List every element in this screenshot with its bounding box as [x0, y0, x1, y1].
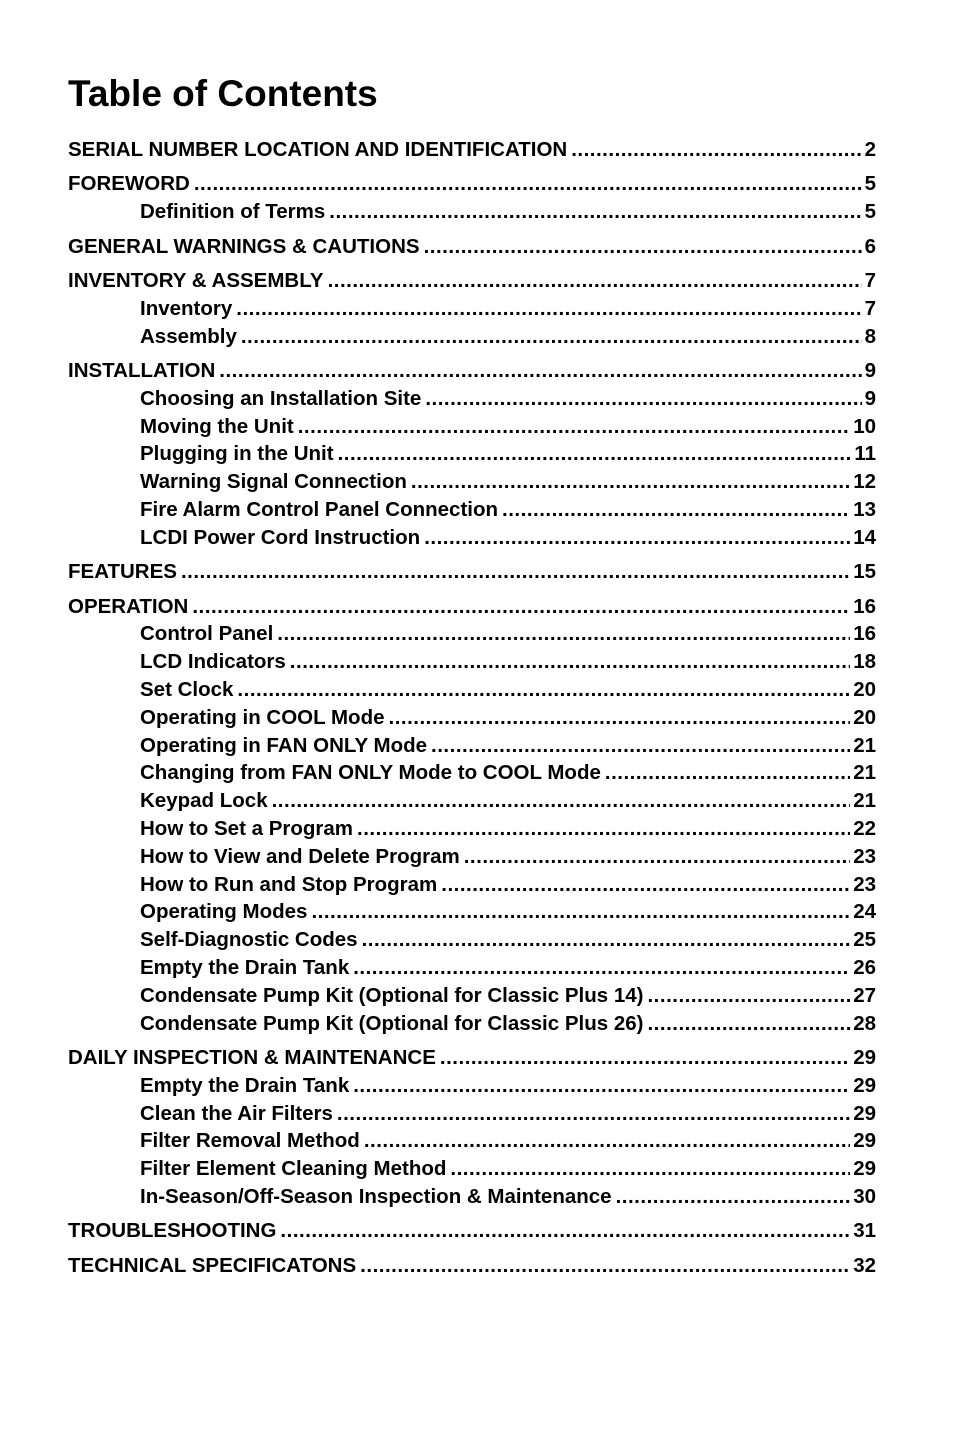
toc-entry-label: Empty the Drain Tank	[140, 1073, 350, 1097]
toc-subsection-entry[interactable]	[140, 676, 876, 704]
toc-page-number: 23	[853, 844, 876, 868]
toc-subsection-entry[interactable]	[140, 787, 876, 815]
dot-leader	[431, 732, 850, 760]
dot-leader	[424, 524, 850, 552]
toc-page-number: 5	[864, 200, 876, 224]
toc-subsection-entry[interactable]	[140, 926, 876, 954]
toc-entry-label: Plugging in the Unit	[140, 442, 334, 466]
toc-page-number: 5	[864, 172, 876, 196]
toc-page-number: 8	[864, 324, 876, 348]
toc-subsection-entry[interactable]	[140, 440, 876, 468]
toc-page-number: 29	[853, 1157, 876, 1181]
toc-subsection-entry[interactable]	[140, 385, 876, 413]
toc-subsection-entry[interactable]	[140, 524, 876, 552]
toc-section-entry[interactable]	[68, 1217, 876, 1245]
dot-leader	[450, 1155, 850, 1183]
toc-page-number: 11	[854, 442, 876, 466]
toc-page-number: 27	[853, 983, 876, 1007]
dot-leader	[338, 440, 852, 468]
toc-entry-label: Empty the Drain Tank	[140, 956, 350, 979]
toc-entry-label: GENERAL WARNINGS & CAUTIONS	[68, 234, 420, 258]
dot-leader	[277, 620, 850, 648]
toc-section-entry[interactable]	[68, 233, 876, 261]
toc-entry-label: TECHNICAL SPECIFICATONS	[68, 1253, 357, 1277]
dot-leader	[425, 385, 861, 413]
toc-page-number: 10	[853, 414, 876, 438]
toc-entry-label: INSTALLATION	[68, 359, 216, 382]
toc-page-number: 14	[853, 525, 876, 549]
toc-page-number: 12	[853, 470, 876, 494]
toc-subsection-entry[interactable]	[140, 704, 876, 732]
toc-page-number: 20	[853, 678, 876, 701]
toc-entry-label: Changing from FAN ONLY Mode to COOL Mode	[140, 761, 601, 785]
dot-leader	[272, 787, 851, 815]
toc-subsection-entry[interactable]	[140, 496, 876, 524]
dot-leader	[329, 198, 861, 226]
toc-subsection-entry[interactable]	[140, 1072, 876, 1100]
toc-entry-label: Operating in FAN ONLY Mode	[140, 733, 428, 757]
dot-leader	[502, 496, 850, 524]
toc-page-number: 9	[864, 359, 876, 382]
dot-leader	[362, 926, 851, 954]
toc-entry-label: Operating Modes	[140, 900, 308, 924]
toc-page-number: 7	[864, 269, 876, 292]
toc-entry-label: DAILY INSPECTION & MAINTENANCE	[68, 1046, 436, 1069]
toc-page-number: 7	[864, 296, 876, 320]
dot-leader	[192, 593, 850, 621]
dot-leader	[424, 233, 862, 261]
dot-leader	[353, 954, 850, 982]
toc-subsection-entry[interactable]	[140, 1100, 876, 1128]
toc-page-number: 29	[853, 1129, 876, 1153]
toc-page-number: 20	[853, 705, 876, 729]
toc-entry-label: In-Season/Off-Season Inspection & Maintenance	[140, 1185, 612, 1208]
toc-subsection-entry[interactable]	[140, 648, 876, 676]
toc-subsection-entry[interactable]	[140, 759, 876, 787]
toc-subsection-entry[interactable]	[140, 898, 876, 926]
toc-page-number: 23	[853, 872, 876, 896]
toc-subsection-entry[interactable]	[140, 982, 876, 1010]
dot-leader	[616, 1183, 851, 1211]
toc-entry-label: Self-Diagnostic Codes	[140, 928, 358, 952]
dot-leader	[237, 676, 850, 704]
dot-leader	[353, 1072, 850, 1100]
toc-page-number: 21	[853, 733, 876, 757]
toc-page-number: 26	[853, 956, 876, 979]
toc-entry-label: Condensate Pump Kit (Optional for Classic Plus 14)	[140, 983, 644, 1007]
toc-subsection-entry[interactable]	[140, 954, 876, 982]
toc-entry-label: SERIAL NUMBER LOCATION AND IDENTIFICATION	[68, 138, 568, 161]
dot-leader	[328, 267, 862, 295]
toc-subsection-entry[interactable]	[140, 468, 876, 496]
toc-entry-label: How to Set a Program	[140, 817, 354, 840]
toc-page-number: 9	[864, 386, 876, 410]
toc-page-number: 30	[853, 1185, 876, 1208]
toc-section-entry[interactable]	[68, 558, 876, 586]
toc-entry-label: Warning Signal Connection	[140, 470, 407, 494]
toc-page-number: 2	[864, 138, 876, 161]
toc-page-number: 15	[853, 560, 876, 584]
dot-leader	[280, 1217, 850, 1245]
toc-entry-label: Set Clock	[140, 678, 234, 701]
dot-leader	[411, 468, 850, 496]
toc-subsection-entry[interactable]	[140, 1010, 876, 1038]
toc-section-entry[interactable]	[68, 1252, 876, 1280]
toc-entry-label: Assembly	[140, 324, 237, 348]
page-title: Table of Contents	[68, 73, 378, 114]
toc-page-number: 25	[853, 928, 876, 952]
toc-entry-label: Filter Element Cleaning Method	[140, 1157, 447, 1181]
dot-leader	[219, 357, 861, 385]
dot-leader	[236, 295, 861, 323]
toc-entry-label: FOREWORD	[68, 172, 190, 196]
toc-page-number: 22	[853, 817, 876, 840]
toc-entry-label: Clean the Air Filters	[140, 1101, 333, 1125]
toc-page-number: 29	[853, 1101, 876, 1125]
toc-subsection-entry[interactable]	[140, 323, 876, 351]
toc-section-entry[interactable]	[68, 357, 876, 385]
toc-page-number: 16	[853, 594, 876, 618]
toc-page-number: 18	[853, 650, 876, 674]
toc-page-number: 28	[853, 1011, 876, 1035]
dot-leader	[181, 558, 850, 586]
toc-subsection-entry[interactable]	[140, 295, 876, 323]
toc-page-number: 13	[853, 498, 876, 521]
toc-entry-label: Filter Removal Method	[140, 1129, 360, 1153]
dot-leader	[311, 898, 850, 926]
toc-page-number: 29	[853, 1073, 876, 1097]
toc-subsection-entry[interactable]	[140, 732, 876, 760]
toc-subsection-entry[interactable]	[140, 198, 876, 226]
toc-entry-label: TROUBLESHOOTING	[68, 1219, 277, 1243]
toc-section-entry[interactable]	[68, 170, 876, 198]
dot-leader	[364, 1127, 850, 1155]
dot-leader	[464, 843, 850, 871]
toc-section-entry[interactable]	[68, 136, 876, 164]
dot-leader	[571, 136, 861, 164]
toc-page-number: 6	[864, 234, 876, 258]
toc-entry-label: FEATURES	[68, 560, 177, 584]
toc-page-number: 32	[853, 1253, 876, 1277]
toc-entry-label: Definition of Terms	[140, 200, 326, 224]
toc-subsection-entry[interactable]	[140, 843, 876, 871]
toc-entry-label: Control Panel	[140, 622, 274, 646]
toc-entry-label: LCDI Power Cord Instruction	[140, 525, 421, 549]
dot-leader	[290, 648, 850, 676]
toc-entry-label: Choosing an Installation Site	[140, 386, 422, 410]
toc-subsection-entry[interactable]	[140, 620, 876, 648]
toc-entry-label: Fire Alarm Control Panel Connection	[140, 498, 499, 521]
dot-leader	[647, 982, 850, 1010]
dot-leader	[440, 1044, 850, 1072]
toc-entry-label: Inventory	[140, 296, 233, 320]
dot-leader	[241, 323, 862, 351]
toc-entry-label: Keypad Lock	[140, 789, 268, 813]
toc-entry-label: Condensate Pump Kit (Optional for Classic Plus 26)	[140, 1011, 644, 1035]
toc-page-number: 31	[853, 1219, 876, 1243]
toc-entry-label: OPERATION	[68, 594, 189, 618]
dot-leader	[605, 759, 850, 787]
toc-section-entry[interactable]	[68, 1044, 876, 1072]
toc-entry-label: Operating in COOL Mode	[140, 705, 385, 729]
dot-leader	[389, 704, 851, 732]
toc-subsection-entry[interactable]	[140, 815, 876, 843]
dot-leader	[298, 413, 850, 441]
dot-leader	[194, 170, 862, 198]
toc-page-number: 21	[853, 789, 876, 813]
toc-entry-label: How to Run and Stop Program	[140, 872, 438, 896]
dot-leader	[357, 815, 850, 843]
toc-page-number: 21	[853, 761, 876, 785]
toc-subsection-entry[interactable]	[140, 413, 876, 441]
toc-subsection-entry[interactable]	[140, 871, 876, 899]
toc-entry-label: Moving the Unit	[140, 414, 294, 438]
dot-leader	[647, 1010, 850, 1038]
toc-section-entry[interactable]	[68, 267, 876, 295]
toc-page-number: 24	[853, 900, 876, 924]
dot-leader	[360, 1252, 850, 1280]
toc-page-number: 29	[853, 1046, 876, 1069]
toc-subsection-entry[interactable]	[140, 1155, 876, 1183]
dot-leader	[337, 1100, 850, 1128]
toc-subsection-entry[interactable]	[140, 1183, 876, 1211]
toc-section-entry[interactable]	[68, 593, 876, 621]
toc-subsection-entry[interactable]	[140, 1127, 876, 1155]
dot-leader	[441, 871, 850, 899]
toc-page-number: 16	[853, 622, 876, 646]
toc-entry-label: How to View and Delete Program	[140, 844, 460, 868]
toc-entry-label: LCD Indicators	[140, 650, 286, 674]
toc-entry-label: INVENTORY & ASSEMBLY	[68, 269, 324, 292]
